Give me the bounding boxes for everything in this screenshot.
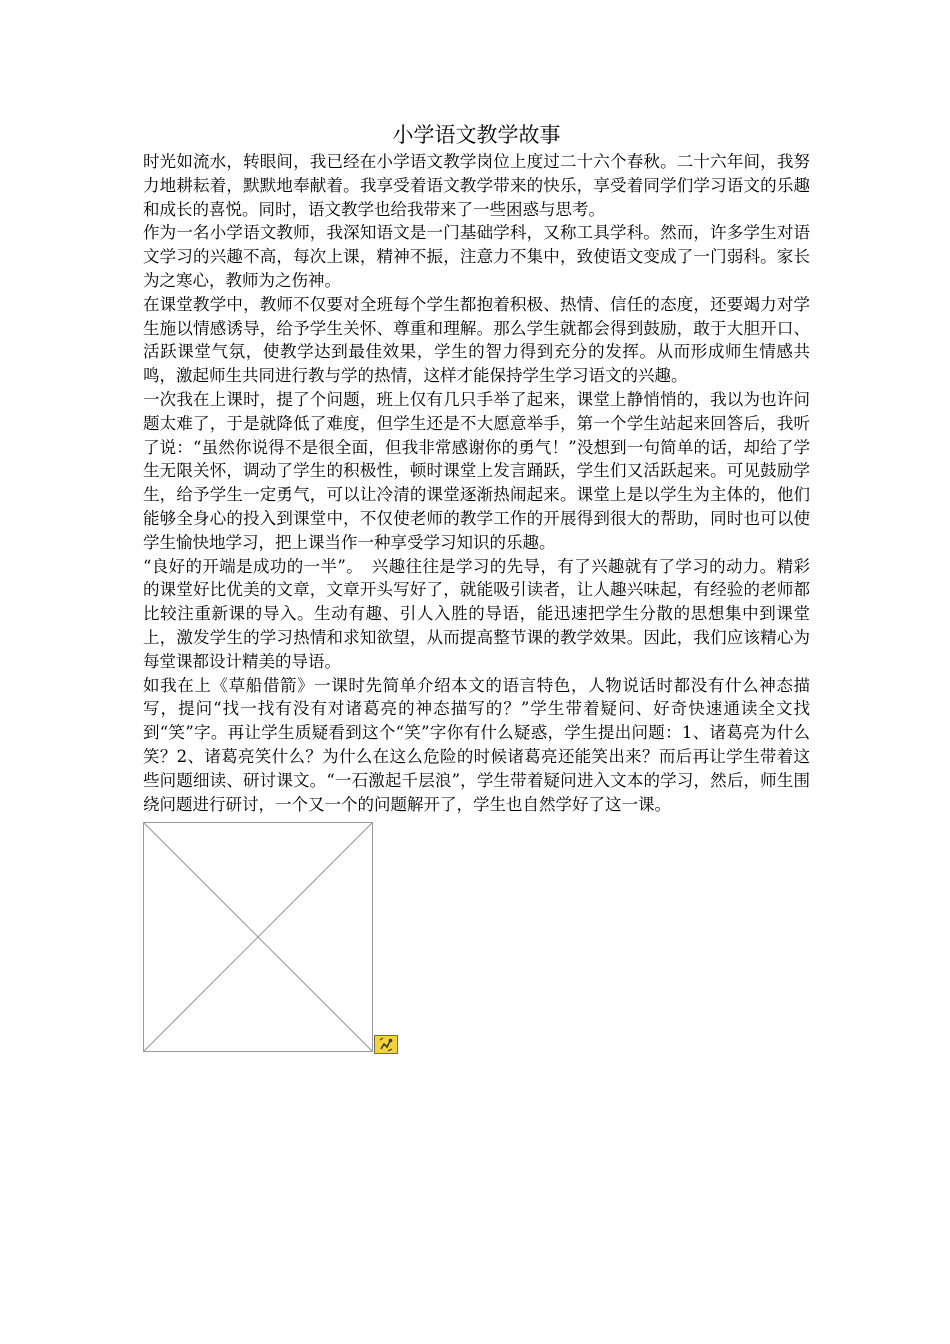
paragraph-2: 作为一名小学语文教师，我深知语文是一门基础学科，又称工具学科。然而，许多学生对语文学习的兴趣不高，每次上课，精神不振，注意力不集中，致使语文变成了一门弱科。家长为之寒心，教师为之伤神。 xyxy=(143,223,810,290)
paragraph-1: 时光如流水，转眼间，我已经在小学语文教学岗位上度过二十六个春秋。二十六年间，我努力地耕耘着，默默地奉献着。我享受着语文教学带来的快乐，享受着同学们学习语文的乐趣和成长的喜悦。同时，语文教学也给我带来了一些困惑与思考。 xyxy=(143,152,810,219)
paragraph-3: 在课堂教学中，教师不仅要对全班每个学生都抱着积极、热情、信任的态度，还要竭力对学生施以情感诱导，给予学生关怀、尊重和理解。那么学生就都会得到鼓励，敢于大胆开口、活跃课堂气氛，使教学达到最佳效果，学生的智力得到充分的发挥。从而形成师生情感共鸣，激起师生共同进行教与学的热情，这样才能保持学生学习语文的兴趣。 xyxy=(143,294,810,386)
paragraph-5: “良好的开端是成功的一半”。 兴趣往往是学习的先导，有了兴趣就有了学习的动力。精彩的课堂好比优美的文章，文章开头写好了，就能吸引读者，让人趣兴味起，有经验的老师都比较注重新课的导入。生动有趣、引人入胜的导语，能迅速把学生分散的思想集中到课堂上，激发学生的学习热情和求知欲望，从而提高整节课的教学效果。因此，我们应该精心为每堂课都设计精美的导语。 xyxy=(143,556,810,671)
paragraph-6: 如我在上《草船借箭》一课时先简单介绍本文的语言特色，人物说话时都没有什么神态描写，提问“找一找有没有对诸葛亮的神态描写的？”学生带着疑问、好奇快速通读全文找到“笑”字。再让学生质疑看到这个“笑”字你有什么疑惑，学生提出问题：1、诸葛亮为什么笑？2、诸葛亮笑什么？为什么在这么危险的时候诸葛亮还能笑出来？而后再让学生带着这些问题细读、研讨课文。“一石激起千层浪”，学生带着疑问进入文本的学习，然后，师生围绕问题进行研讨，一个又一个的问题解开了，学生也自然学好了这一课。 xyxy=(143,675,810,814)
paragraph-4: 一次我在上课时，提了个问题，班上仅有几只手举了起来，课堂上静悄悄的，我以为也许问题太难了，于是就降低了难度，但学生还是不大愿意举手，第一个学生站起来回答后，我听了说：“虽然你说得不是很全面，但我非常感谢你的勇气！”没想到一句简单的话，却给了学生无限关怀，调动了学生的积极性，顿时课堂上发言踊跃，学生们又活跃起来。可见鼓励学生，给予学生一定勇气，可以让冷清的课堂逐渐热闹起来。课堂上是以学生为主体的，他们能够全身心的投入到课堂中，不仅使老师的教学工作的开展得到很大的帮助，同时也可以使学生愉快地学习，把上课当作一种享受学习知识的乐趣。 xyxy=(143,389,810,552)
document-title: 小学语文教学故事 xyxy=(392,123,561,147)
document-page xyxy=(143,120,810,1052)
placeholder-cross-lines xyxy=(144,823,372,1051)
image-placeholder xyxy=(143,822,373,1052)
broken-image-icon xyxy=(374,1035,398,1054)
